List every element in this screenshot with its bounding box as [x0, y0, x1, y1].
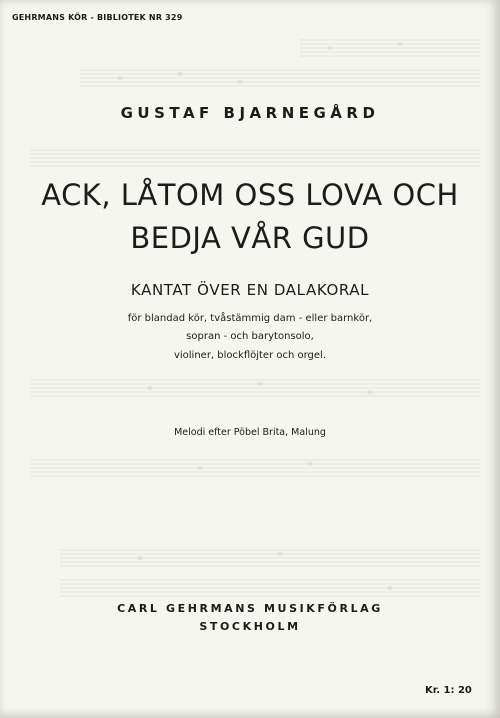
composer-name: GUSTAF BJARNEGÅRD — [120, 104, 380, 122]
instrumentation-line-2: sopran - och barytonsolo, — [186, 331, 314, 342]
series-label: GEHRMANS KÖR - BIBLIOTEK NR 329 — [12, 13, 183, 22]
title-line-2: BEDJA VÅR GUD — [130, 221, 370, 255]
subtitle: KANTAT ÖVER EN DALAKORAL — [130, 281, 370, 299]
instrumentation-line-1: för blandad kör, tvåstämmig dam - eller barnkör, — [127, 313, 373, 324]
price-label: Kr. 1: 20 — [425, 685, 472, 696]
title-line-1: ACK, LÅTOM OSS LOVA OCH — [41, 178, 459, 212]
melody-credit: Melodi efter Pöbel Brita, Malung — [174, 427, 326, 438]
publisher-name: CARL GEHRMANS MUSIKFÖRLAG — [117, 602, 383, 615]
publisher-city: STOCKHOLM — [199, 620, 301, 633]
instrumentation-line-3: violiner, blockflöjter och orgel. — [173, 350, 327, 361]
